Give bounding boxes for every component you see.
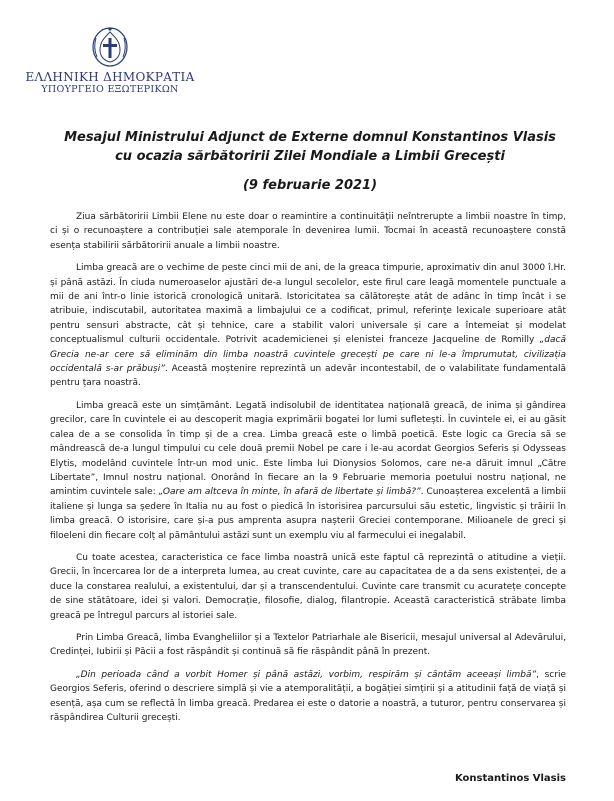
paragraph-5: [50, 631, 566, 660]
paragraph-text: , scrie Georgios Seferis, oferind o descriere simplă și vie a atemporalității, a bogăției simțirii și a atitudinii față de viață și esență, așa cum se reflectă în limba greacă. Predarea ei este o datorie a noastră, a tuturor, pentru conservarea și răspândirea Culturii grecești.: [50, 669, 566, 723]
seferis-quote: „Din perioada când a vorbit Homer și până astăzi, vorbim, respirăm și cântăm aceeași limbă”: [76, 669, 537, 680]
solomos-quote: „Oare am altceva în minte, în afară de libertate și limbă?”: [158, 487, 421, 498]
greek-coat-of-arms-icon: [90, 24, 130, 68]
paragraph-4: [50, 551, 566, 623]
romilly-quote: „dacă Grecia ne-ar cere să eliminăm din limba noastră cuvintele grecești pe care ni le-a împrumutat, civilizația occidentală s-ar prăbuși”: [50, 335, 566, 375]
paragraph-3: [50, 399, 566, 543]
org-name: ΕΛΛΗΝΙΚΗ ΔΗΜΟΚΡΑΤΙΑ: [25, 70, 195, 84]
paragraph-text: Limba greacă are o vechime de peste cinci mii de ani, de la greaca timpurie, aproximativ din anul 3000 î.Hr. și până astăzi. În ciuda numeroaselor ajustări de-a lungul secolelor, este firul care leagă momentele punctuale a mii de ani într-o linie istorică cronologică unitară. Istoricitatea sa călătorește atât de adânc în timp încât i se atribuie, indiscutabil, autoritatea maximă a limbajului ce a codificat, primul, referințe lexicale superioare atât pentru sensuri abstracte, cât și tehnice, care a stabilit valori universale și care a întemeiat și modelat conceptualismul culturii occidentale. Potrivit academicienei și elenistei franceze Jacqueline de Romilly: [50, 263, 566, 346]
title-line-1: Mesajul Ministrului Adjunct de Externe domnul Konstantinos Vlasis: [64, 130, 556, 145]
paragraph-text: Limba greacă este un simțământ. Legată indisolubil de identitatea națională greacă, de inima și gândirea grecilor, care în cuvintele ei au descoperit magia exprimării bogatei lor lumi sufletești. În cuvintele ei, ei au găsit calea de a se consolida în timp și de a crea. Limba greacă este o limbă poetică. Este logic ca Grecia să se mândrească de-a lungul timpului cu cele două premii Nobel pe care i le-au acordat Georgios Seferis și Odysseas Elytis, modelând cuvintele într-un mod unic. Este limba lui Dionysios Solomos, care ne-a dăruit imnul „Către Libertate”, Imnul nostru național. Onorând în fiecare an la 9 Februarie memoria poetului nostru național, ne amintim cuvintele sale:: [50, 400, 566, 498]
paragraph-text: . Această moștenire reprezintă un adevăr incontestabil, de o valabilitate fundamentală pentru țara noastră.: [50, 364, 566, 389]
signature: Konstantinos Vlasis: [454, 773, 566, 784]
paragraph-text: Cu toate acestea, caracteristica ce face limba noastră unică este faptul că reprezintă o atitudine a vieții. Grecii, în încercarea lor de a interpreta lumea, au creat cuvinte, care au capacitatea de a da sens existenței, de a duce la constarea realului, a existentului, dar și a transcendentului. Cuvinte care transmit cu acuratețe concepte de sine stătătoare, idei și valori. Democrație, filosofie, dialog, filantropie. Această caracteristică străbate limba greacă pe întregul parcurs al istoriei sale.: [50, 552, 566, 621]
title-date: (9 februarie 2021): [242, 178, 378, 193]
paragraph-text: . Cunoașterea excelentă a limbii italiene și lunga sa ședere în Italia nu au fost o piedică în istorisirea parcursului său estetic, lingvistic și trăirii în limba greacă. O istorisire, care și-a pus amprenta asupra nașterii Greciei contemporane. Milioanele de greci și filoeleni din fiecare colț al pământului astăzi sunt un exemplu viu al farmecului ei inegalabil.: [50, 487, 566, 541]
org-subtitle: ΥΠΟΥΡΓΕΙΟ ΕΞΩΤΕΡΙΚΩΝ: [41, 84, 179, 95]
paragraph-text: Prin Limba Greacă, limba Evangheliilor și a Textelor Patriarhale ale Bisericii, mesajul universal al Adevărului, Credinței, Iubirii și Păcii a fost răspândit și continuă să fie răspândit până în prezent.: [50, 632, 566, 658]
paragraph-text: Ziua sărbătoririi Limbii Elene nu este doar o reamintire a continuității neîntrerupte a limbii noastre în timp, ci și o recunoaștere a contribuției sale atemporale în devenirea lumii. Tocmai în această recunoaștere constă esența stabilirii sărbătoririi anuale a limbii noastre.: [50, 212, 566, 251]
paragraph-6: [50, 668, 566, 726]
paragraph-1: [50, 210, 566, 253]
title-block: [60, 128, 560, 193]
letterhead: [0, 24, 220, 95]
document-body: [50, 210, 566, 733]
paragraph-2: [50, 261, 566, 391]
title-line-2: cu ocazia sărbătoririi Zilei Mondiale a Limbii Grecești: [115, 149, 505, 164]
